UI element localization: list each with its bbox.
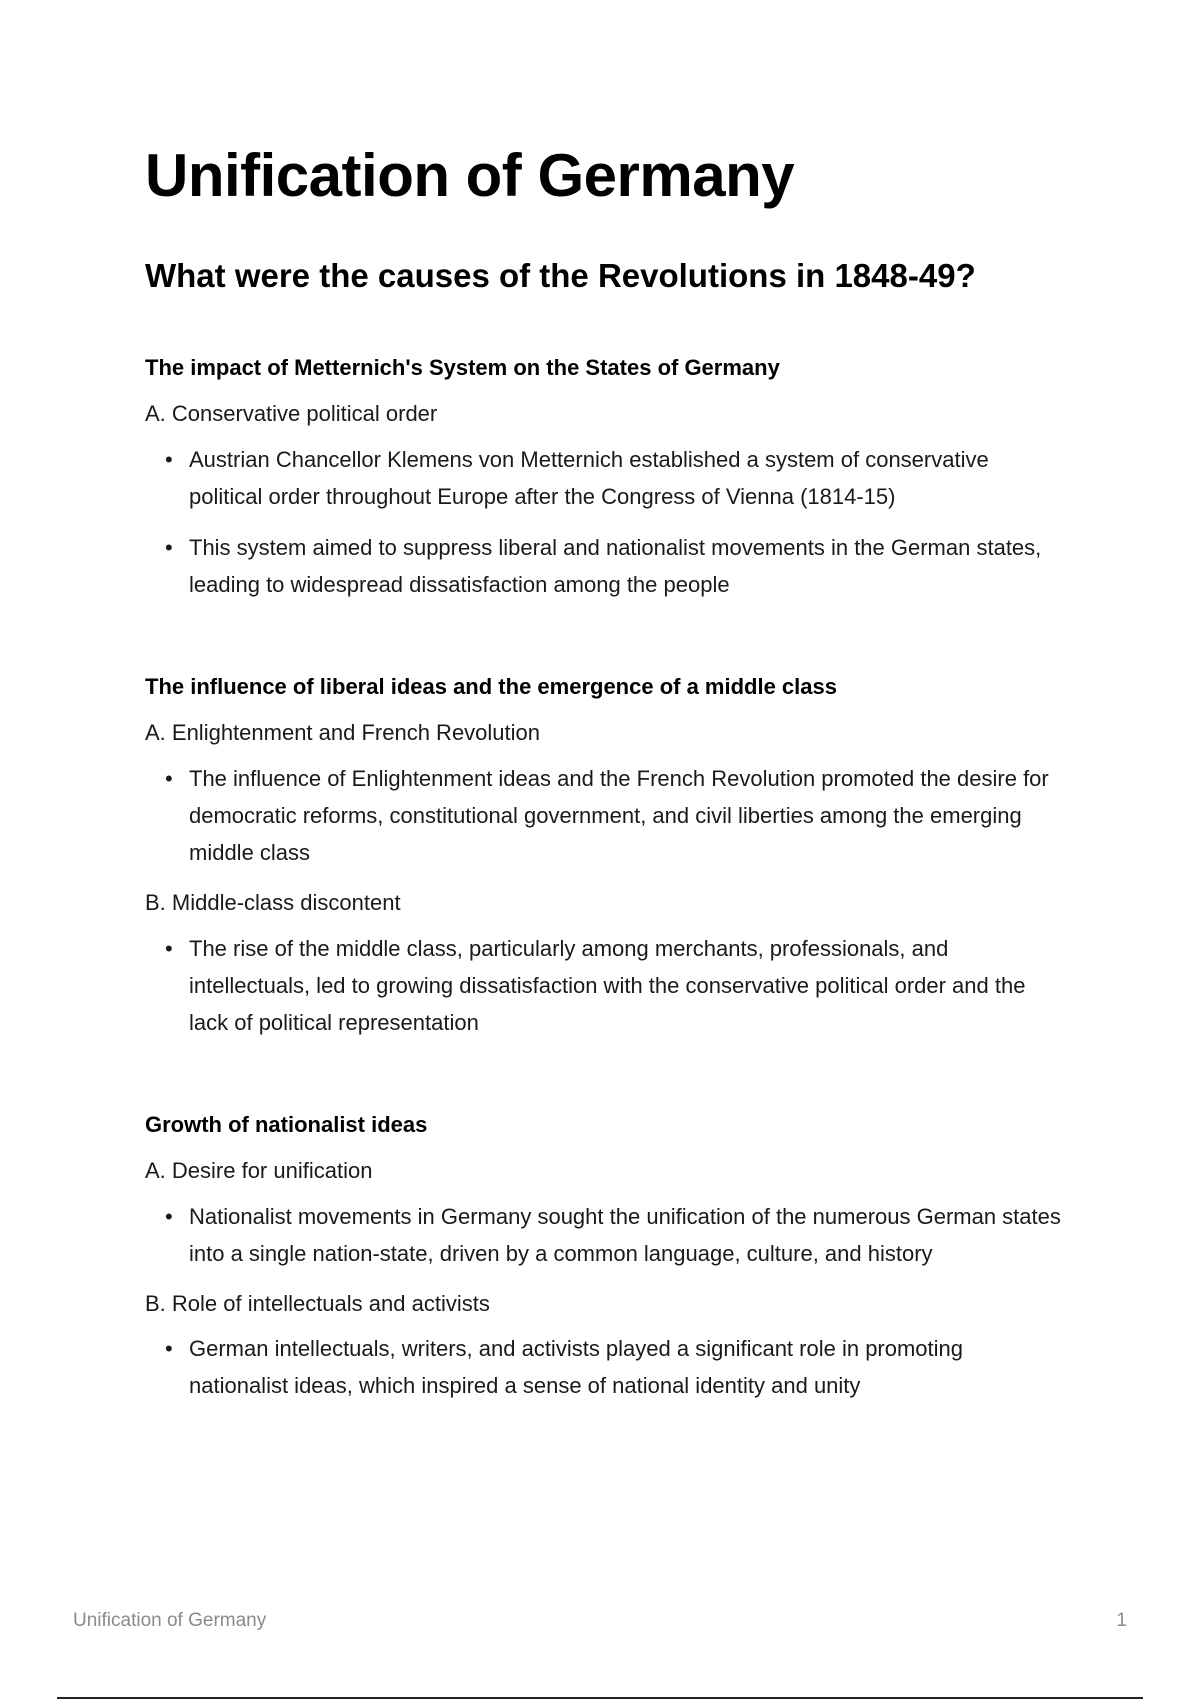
page-title: Unification of Germany [145, 142, 795, 209]
bullet-icon: • [165, 935, 173, 961]
bullet-list [145, 1330, 1065, 1404]
page-subtitle: What were the causes of the Revolutions in 1848-49? [145, 257, 976, 294]
list-item [165, 529, 1065, 603]
subsection-label: A. Enlightenment and French Revolution [145, 720, 541, 746]
bullet-list [145, 1198, 1065, 1272]
list-item [165, 930, 1065, 1041]
bullet-icon: • [165, 446, 173, 472]
subsection-label: B. Middle-class discontent [145, 889, 401, 915]
subsection-label: B. Role of intellectuals and activists [145, 1290, 490, 1316]
list-item-text: The rise of the middle class, particularly among merchants, professionals, and intellectuals, led to growing dissatisfaction with the conservative political order and the lack of political representation [189, 935, 1026, 1035]
bullet-icon: • [165, 534, 173, 560]
bullet-icon: • [165, 1203, 173, 1229]
bullet-icon: • [165, 765, 173, 791]
subsection-label: A. Conservative political order [145, 401, 438, 427]
document-body [145, 140, 1065, 1418]
section-heading: The impact of Metternich's System on the States of Germany [145, 354, 780, 380]
list-item-text: This system aimed to suppress liberal and nationalist movements in the German states, leading to widespread dissatisfaction among the people [189, 534, 1042, 597]
page-footer [73, 1610, 1127, 1640]
subsection-label: A. Desire for unification [145, 1158, 373, 1184]
list-item [165, 441, 1065, 515]
bottom-divider [57, 1697, 1143, 1699]
list-item-text: Nationalist movements in Germany sought the unification of the numerous German states into a single nation-state, driven by a common language, culture, and history [189, 1203, 1061, 1266]
list-item-text: Austrian Chancellor Klemens von Metternich established a system of conservative political order throughout Europe after the Congress of Vienna (1814-15) [189, 446, 989, 509]
list-item-text: German intellectuals, writers, and activists played a significant role in promoting nationalist ideas, which inspired a sense of national identity and unity [189, 1336, 964, 1399]
bullet-list [145, 441, 1065, 603]
page-number: 1 [1116, 1610, 1127, 1631]
section-metternich-system [145, 354, 1065, 603]
list-item [165, 1198, 1065, 1272]
list-item [165, 1330, 1065, 1404]
list-item-text: The influence of Enlightenment ideas and the French Revolution promoted the desire for democratic reforms, constitutional government, and civil liberties among the emerging middle class [189, 765, 1049, 865]
bullet-list [145, 760, 1065, 871]
section-heading: Growth of nationalist ideas [145, 1111, 428, 1137]
section-heading: The influence of liberal ideas and the emergence of a middle class [145, 673, 837, 699]
footer-title: Unification of Germany [73, 1610, 267, 1631]
list-item [165, 760, 1065, 871]
section-liberal-ideas [145, 673, 1065, 1041]
bullet-icon: • [165, 1336, 173, 1362]
section-nationalist-ideas [145, 1111, 1065, 1405]
bullet-list [145, 930, 1065, 1041]
